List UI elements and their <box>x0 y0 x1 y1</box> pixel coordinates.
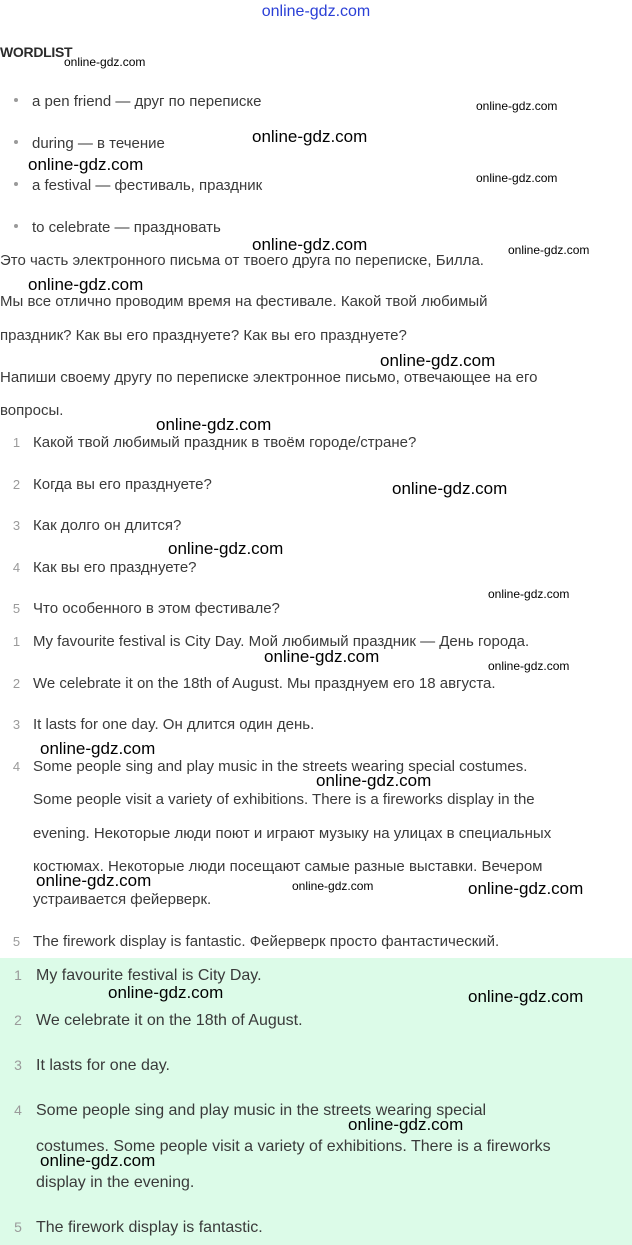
watermark: online-gdz.com <box>156 415 272 434</box>
english-answer-text: It lasts for one day. <box>36 1057 170 1074</box>
watermark: online-gdz.com <box>264 647 380 666</box>
english-answer-line <box>0 1174 194 1192</box>
item-number: 4 <box>14 1102 22 1118</box>
answer-line <box>0 891 211 908</box>
answer-line <box>0 791 535 808</box>
item-number: 3 <box>14 1057 22 1073</box>
item-number: 5 <box>12 601 21 616</box>
english-answer-item <box>0 1012 303 1030</box>
item-number: 3 <box>12 717 21 732</box>
bullet-icon <box>14 224 18 228</box>
question-text: Как вы его празднуете? <box>33 559 197 576</box>
question-text: Какой твой любимый праздник в твоём городе/стране? <box>33 434 417 451</box>
wordlist-item-text: to celebrate — праздновать <box>32 219 221 236</box>
watermark: online-gdz.com <box>64 55 146 69</box>
intro-line: праздник? Как вы его празднуете? Как вы его празднуете? <box>0 327 407 344</box>
english-answer-text: costumes. Some people visit a variety of exhibitions. There is a fireworks <box>36 1138 551 1155</box>
item-number: 2 <box>12 477 21 492</box>
answer-item <box>0 758 527 775</box>
watermark: online-gdz.com <box>316 771 432 790</box>
watermark: online-gdz.com <box>28 155 144 174</box>
answer-item <box>0 675 496 692</box>
answer-text: evening. Некоторые люди поют и играют музыку на улицах в специальных <box>33 825 552 842</box>
intro-line: Напиши своему другу по переписке электронное письмо, отвечающее на его <box>0 369 538 386</box>
watermark: online-gdz.com <box>476 99 558 113</box>
english-answer-text: Some people sing and play music in the streets wearing special <box>36 1102 487 1119</box>
watermark: online-gdz.com <box>40 739 156 758</box>
item-number: 1 <box>12 634 21 649</box>
english-answer-text: display in the evening. <box>36 1174 195 1191</box>
english-answer-text: We celebrate it on the 18th of August. <box>36 1012 303 1029</box>
watermark: online-gdz.com <box>508 243 590 257</box>
bullet-icon <box>14 182 18 186</box>
site-link[interactable]: online-gdz.com <box>261 3 371 20</box>
watermark: online-gdz.com <box>40 1151 156 1170</box>
wordlist-item-text: a pen friend — друг по переписке <box>32 93 262 110</box>
answer-text: костюмах. Некоторые люди посещают самые разные выставки. Вечером <box>33 858 543 875</box>
watermark: online-gdz.com <box>108 983 224 1002</box>
item-number: 3 <box>12 518 21 533</box>
item-number: 4 <box>12 560 21 575</box>
answer-text: We celebrate it on the 18th of August. Мы празднуем его 18 августа. <box>33 675 496 692</box>
item-number: 2 <box>14 1012 22 1028</box>
item-number: 2 <box>12 676 21 691</box>
wordlist-item-text: a festival — фестиваль, праздник <box>32 177 263 194</box>
watermark: online-gdz.com <box>476 171 558 185</box>
answer-line <box>0 825 551 842</box>
wordlist-item <box>14 177 262 194</box>
wordlist-item <box>14 135 165 152</box>
answer-text: It lasts for one day. Он длится один день. <box>33 716 315 733</box>
question-item <box>0 600 280 617</box>
item-number: 4 <box>12 759 21 774</box>
english-answer-text: My favourite festival is City Day. <box>36 967 262 984</box>
watermark: online-gdz.com <box>348 1115 464 1134</box>
question-text: Как долго он длится? <box>33 517 182 534</box>
watermark: online-gdz.com <box>252 235 368 254</box>
watermark: online-gdz.com <box>468 987 584 1006</box>
watermark: online-gdz.com <box>468 879 584 898</box>
answer-item <box>0 716 314 733</box>
wordlist-item <box>14 93 261 110</box>
question-text: Когда вы его празднуете? <box>33 476 212 493</box>
answer-text: Some people visit a variety of exhibitions. There is a fireworks display in the <box>33 791 535 808</box>
answer-text: устраивается фейерверк. <box>33 891 212 908</box>
watermark: online-gdz.com <box>28 275 144 294</box>
bullet-icon <box>14 140 18 144</box>
item-number: 1 <box>14 967 22 983</box>
english-answer-item <box>0 1057 170 1075</box>
question-item <box>0 434 416 451</box>
question-item <box>0 559 197 576</box>
answer-text: Some people sing and play music in the streets wearing special costumes. <box>33 758 528 775</box>
item-number: 5 <box>14 1219 22 1235</box>
question-item <box>0 517 181 534</box>
watermark: online-gdz.com <box>292 879 374 893</box>
answer-text: My favourite festival is City Day. Мой любимый праздник — День города. <box>33 633 530 650</box>
question-text: Что особенного в этом фестивале? <box>33 600 280 617</box>
watermark: online-gdz.com <box>488 587 570 601</box>
english-answer-text: The firework display is fantastic. <box>36 1219 263 1236</box>
wordlist-item <box>14 219 221 236</box>
wordlist-item-text: during — в течение <box>32 135 165 152</box>
watermark: online-gdz.com <box>168 539 284 558</box>
bullet-icon <box>14 98 18 102</box>
watermark: online-gdz.com <box>36 871 152 890</box>
wordlist-heading: WORDLIST <box>0 44 73 60</box>
intro-line: Это часть электронного письма от твоего друга по переписке, Билла. <box>0 252 484 269</box>
answer-text: The firework display is fantastic. Фейерверк просто фантастический. <box>33 933 500 950</box>
watermark: online-gdz.com <box>488 659 570 673</box>
item-number: 5 <box>12 934 21 949</box>
item-number: 1 <box>12 435 21 450</box>
question-item <box>0 476 212 493</box>
watermark: online-gdz.com <box>380 351 496 370</box>
english-answer-item <box>0 1219 263 1237</box>
answer-item <box>0 933 499 950</box>
intro-line: Мы все отлично проводим время на фестивале. Какой твой любимый <box>0 293 488 310</box>
watermark: online-gdz.com <box>392 479 508 498</box>
intro-line: вопросы. <box>0 402 64 419</box>
watermark: online-gdz.com <box>252 127 368 146</box>
